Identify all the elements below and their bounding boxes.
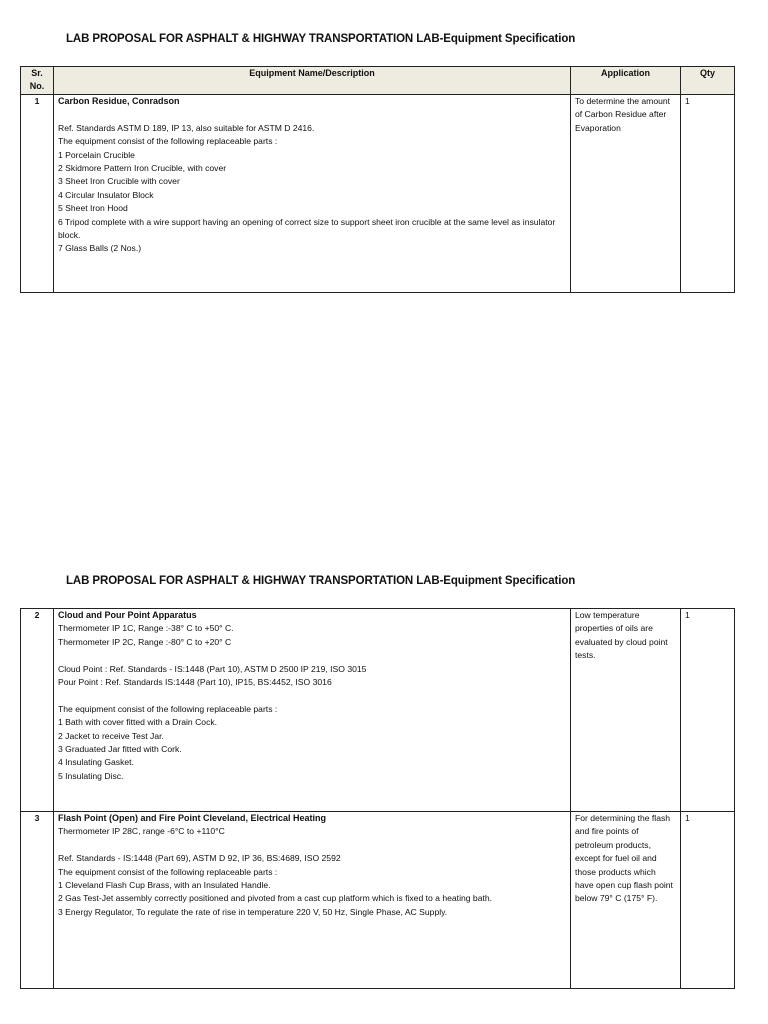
description-line: 6 Tripod complete with a wire support having an opening of correct size to support sheet iron crucible at the same level as insulator block.	[58, 216, 558, 241]
description-line: 2 Skidmore Pattern Iron Crucible, with cover	[58, 163, 227, 174]
description-line	[58, 689, 566, 702]
description-line: Thermometer IP 28C, range -6°C to +110°C	[58, 826, 225, 837]
equipment-name: Flash Point (Open) and Fire Point Cleveland, Electrical Heating	[58, 813, 327, 823]
equipment-table	[20, 608, 735, 989]
column-header-application: Application	[571, 67, 681, 95]
row-sr-number: 3	[21, 812, 54, 989]
description-line: 3 Energy Regulator, To regulate the rate of rise in temperature 220 V, 50 Hz, Single Phase, AC Supply.	[58, 906, 448, 917]
equipment-cell	[54, 95, 571, 293]
description-line: Thermometer IP 1C, Range :-38° C to +50° C.	[58, 623, 234, 634]
description-line: 5 Insulating Disc.	[58, 770, 124, 781]
description-line: 1 Bath with cover fitted with a Drain Cock.	[58, 717, 218, 728]
equipment-cell	[54, 609, 571, 812]
equipment-name: Carbon Residue, Conradson	[58, 96, 180, 106]
description-line: 3 Graduated Jar fitted with Cork.	[58, 744, 182, 755]
table-row	[21, 609, 735, 812]
description-line: The equipment consist of the following replaceable parts :	[58, 136, 278, 147]
description-line: 1 Porcelain Crucible	[58, 149, 135, 160]
table-row	[21, 812, 735, 989]
qty-cell: 1	[681, 609, 735, 812]
application-cell	[571, 609, 681, 812]
description-line: 4 Insulating Gasket.	[58, 757, 134, 768]
description-line: 4 Circular Insulator Block	[58, 189, 154, 200]
description-line: 2 Gas Test-Jet assembly correctly positioned and pivoted from a cast cup platform which is fixed to a heating bath.	[58, 893, 493, 904]
description-line: Ref. Standards - IS:1448 (Part 69), ASTM D 92, IP 36, BS:4689, ISO 2592	[58, 853, 341, 864]
row-sr-number: 2	[21, 609, 54, 812]
description-line: Ref. Standards ASTM D 189, IP 13, also suitable for ASTM D 2416.	[58, 122, 315, 133]
application-text: For determining the flash and fire points of petroleum products, except for fuel oil and those products which have open cup flash point below 79° C (175° F).	[575, 813, 673, 904]
application-cell	[571, 812, 681, 989]
column-header-equipment: Equipment Name/Description	[54, 67, 571, 95]
column-header-sr: Sr. No.	[21, 67, 54, 95]
application-text: To determine the amount of Carbon Residue after Evaporation	[575, 96, 671, 133]
equipment-name: Cloud and Pour Point Apparatus	[58, 610, 197, 620]
description-line: 7 Glass Balls (2 Nos.)	[58, 243, 142, 254]
description-line: The equipment consist of the following replaceable parts :	[58, 866, 278, 877]
description-line: Pour Point : Ref. Standards IS:1448 (Part 10), IP15, BS:4452, ISO 3016	[58, 677, 332, 688]
description-line	[58, 108, 566, 121]
application-cell	[571, 95, 681, 293]
page-title: LAB PROPOSAL FOR ASPHALT & HIGHWAY TRANSPORTATION LAB-Equipment Specification	[66, 575, 576, 587]
qty-cell: 1	[681, 95, 735, 293]
table-header-row	[21, 67, 735, 95]
description-line: The equipment consist of the following replaceable parts :	[58, 703, 278, 714]
application-text: Low temperature properties of oils are evaluated by cloud point tests.	[575, 610, 668, 661]
description-line: 2 Jacket to receive Test Jar.	[58, 730, 164, 741]
description-line: 1 Cleveland Flash Cup Brass, with an Insulated Handle.	[58, 880, 271, 891]
description-line: 3 Sheet Iron Crucible with cover	[58, 176, 180, 187]
description-line: Thermometer IP 2C, Range :-80° C to +20° C	[58, 636, 232, 647]
description-line	[58, 649, 566, 662]
qty-cell: 1	[681, 812, 735, 989]
table-row	[21, 95, 735, 293]
row-sr-number: 1	[21, 95, 54, 293]
page-title: LAB PROPOSAL FOR ASPHALT & HIGHWAY TRANSPORTATION LAB-Equipment Specification	[66, 33, 576, 45]
column-header-qty: Qty	[681, 67, 735, 95]
equipment-cell	[54, 812, 571, 989]
equipment-table	[20, 66, 735, 293]
description-line: Cloud Point : Ref. Standards - IS:1448 (Part 10), ASTM D 2500 IP 219, ISO 3015	[58, 663, 367, 674]
description-line	[58, 839, 566, 852]
description-line: 5 Sheet Iron Hood	[58, 203, 128, 214]
